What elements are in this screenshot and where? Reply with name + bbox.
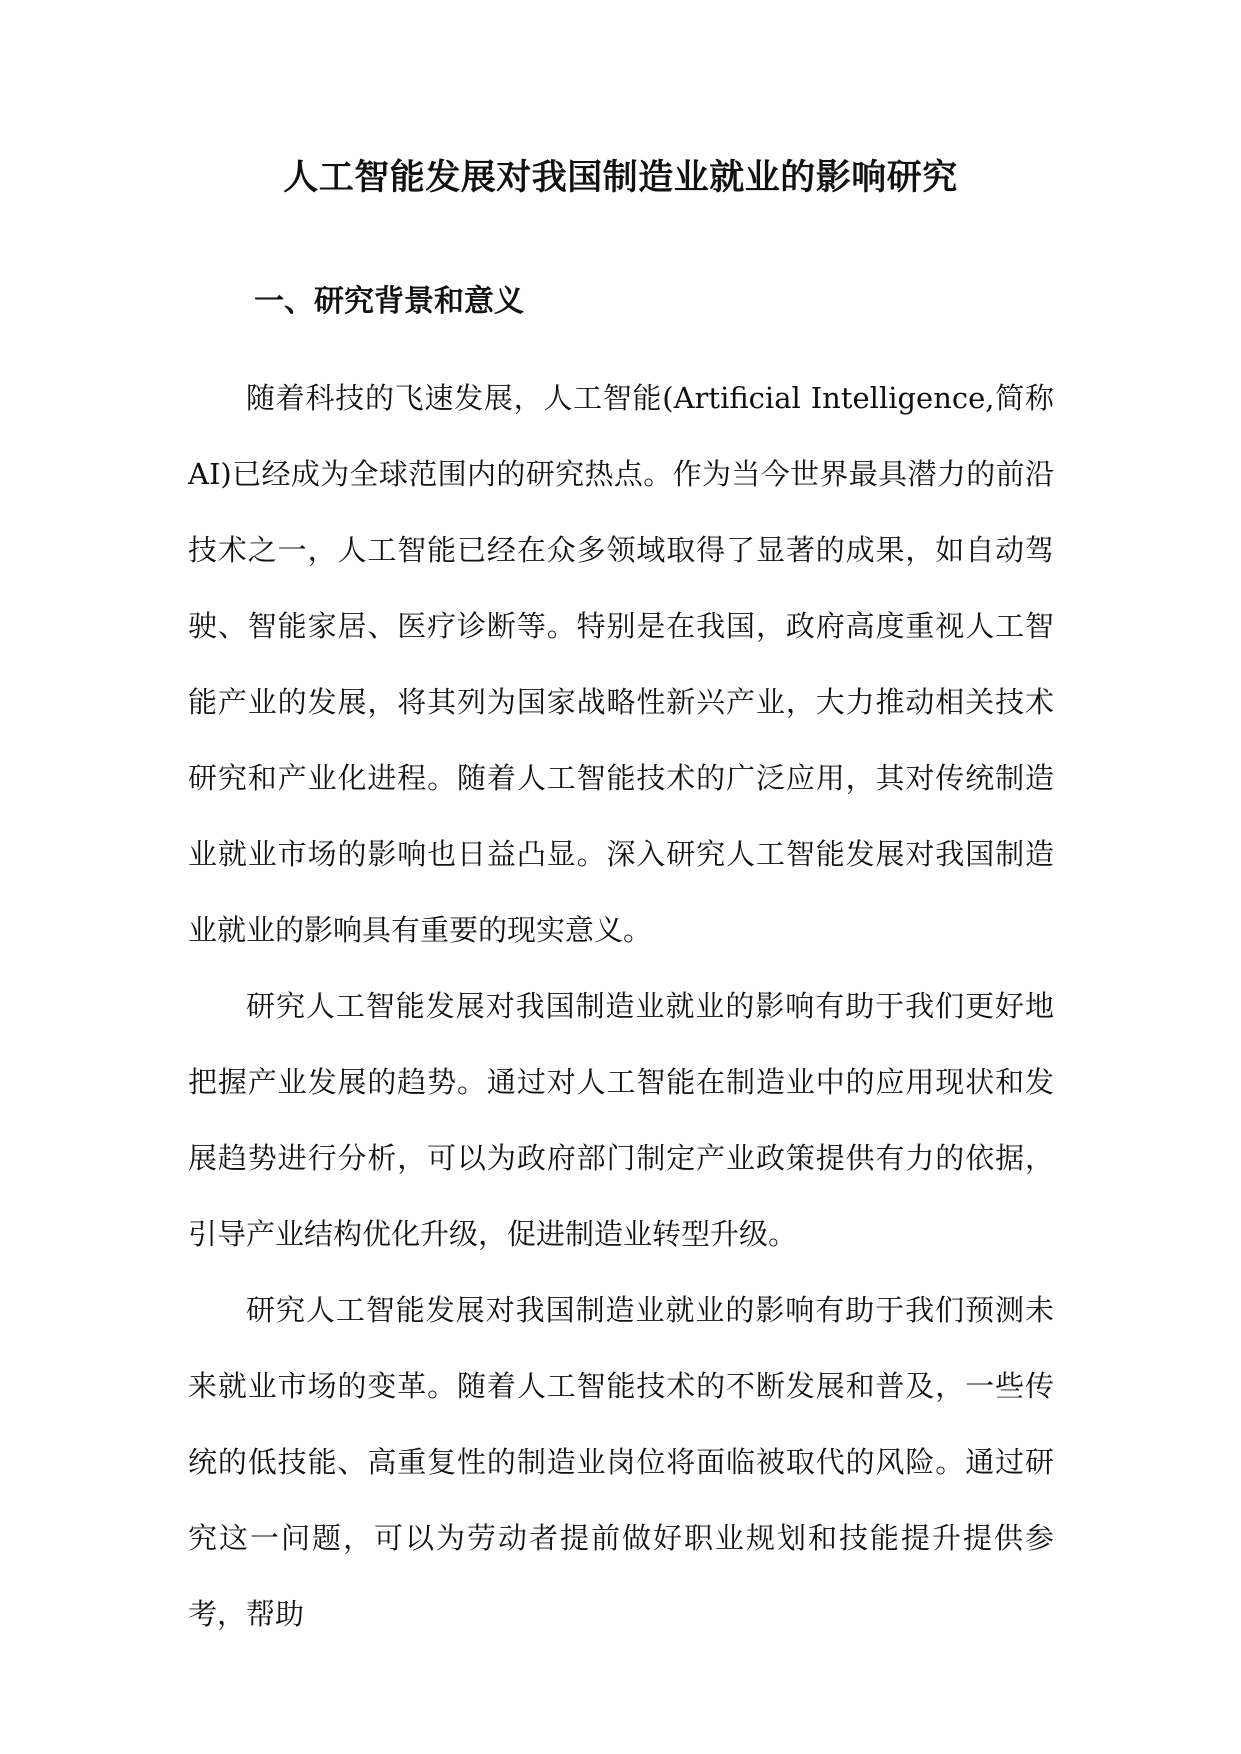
- document-title: 人工智能发展对我国制造业就业的影响研究: [283, 157, 958, 198]
- paragraph-2: 研究人工智能发展对我国制造业就业的影响有助于我们更好地把握产业发展的趋势。通过对人工智能在制造业中的应用现状和发展趋势进行分析，可以为政府部门制定产业政策提供有力的依据，引导产业结构优化升级，促进制造业转型升级。: [188, 989, 1054, 1251]
- section-heading: 一、研究背景和意义: [254, 284, 524, 319]
- paragraph-1: 随着科技的飞速发展，人工智能(Artificial Intelligence,简称AI)已经成为全球范围内的研究热点。作为当今世界最具潜力的前沿技术之一，人工智能已经在众多领域取得了显著的成果，如自动驾驶、智能家居、医疗诊断等。特别是在我国，政府高度重视人工智能产业的发展，将其列为国家战略性新兴产业，大力推动相关技术研究和产业化进程。随着人工智能技术的广泛应用，其对传统制造业就业市场的影响也日益凸显。深入研究人工智能发展对我国制造业就业的影响具有重要的现实意义。: [188, 381, 1054, 947]
- body-text: [188, 360, 1054, 1652]
- paragraph-3: 研究人工智能发展对我国制造业就业的影响有助于我们预测未来就业市场的变革。随着人工智能技术的不断发展和普及，一些传统的低技能、高重复性的制造业岗位将面临被取代的风险。通过研究这一问题，可以为劳动者提前做好职业规划和技能提升提供参考，帮助: [188, 1293, 1054, 1631]
